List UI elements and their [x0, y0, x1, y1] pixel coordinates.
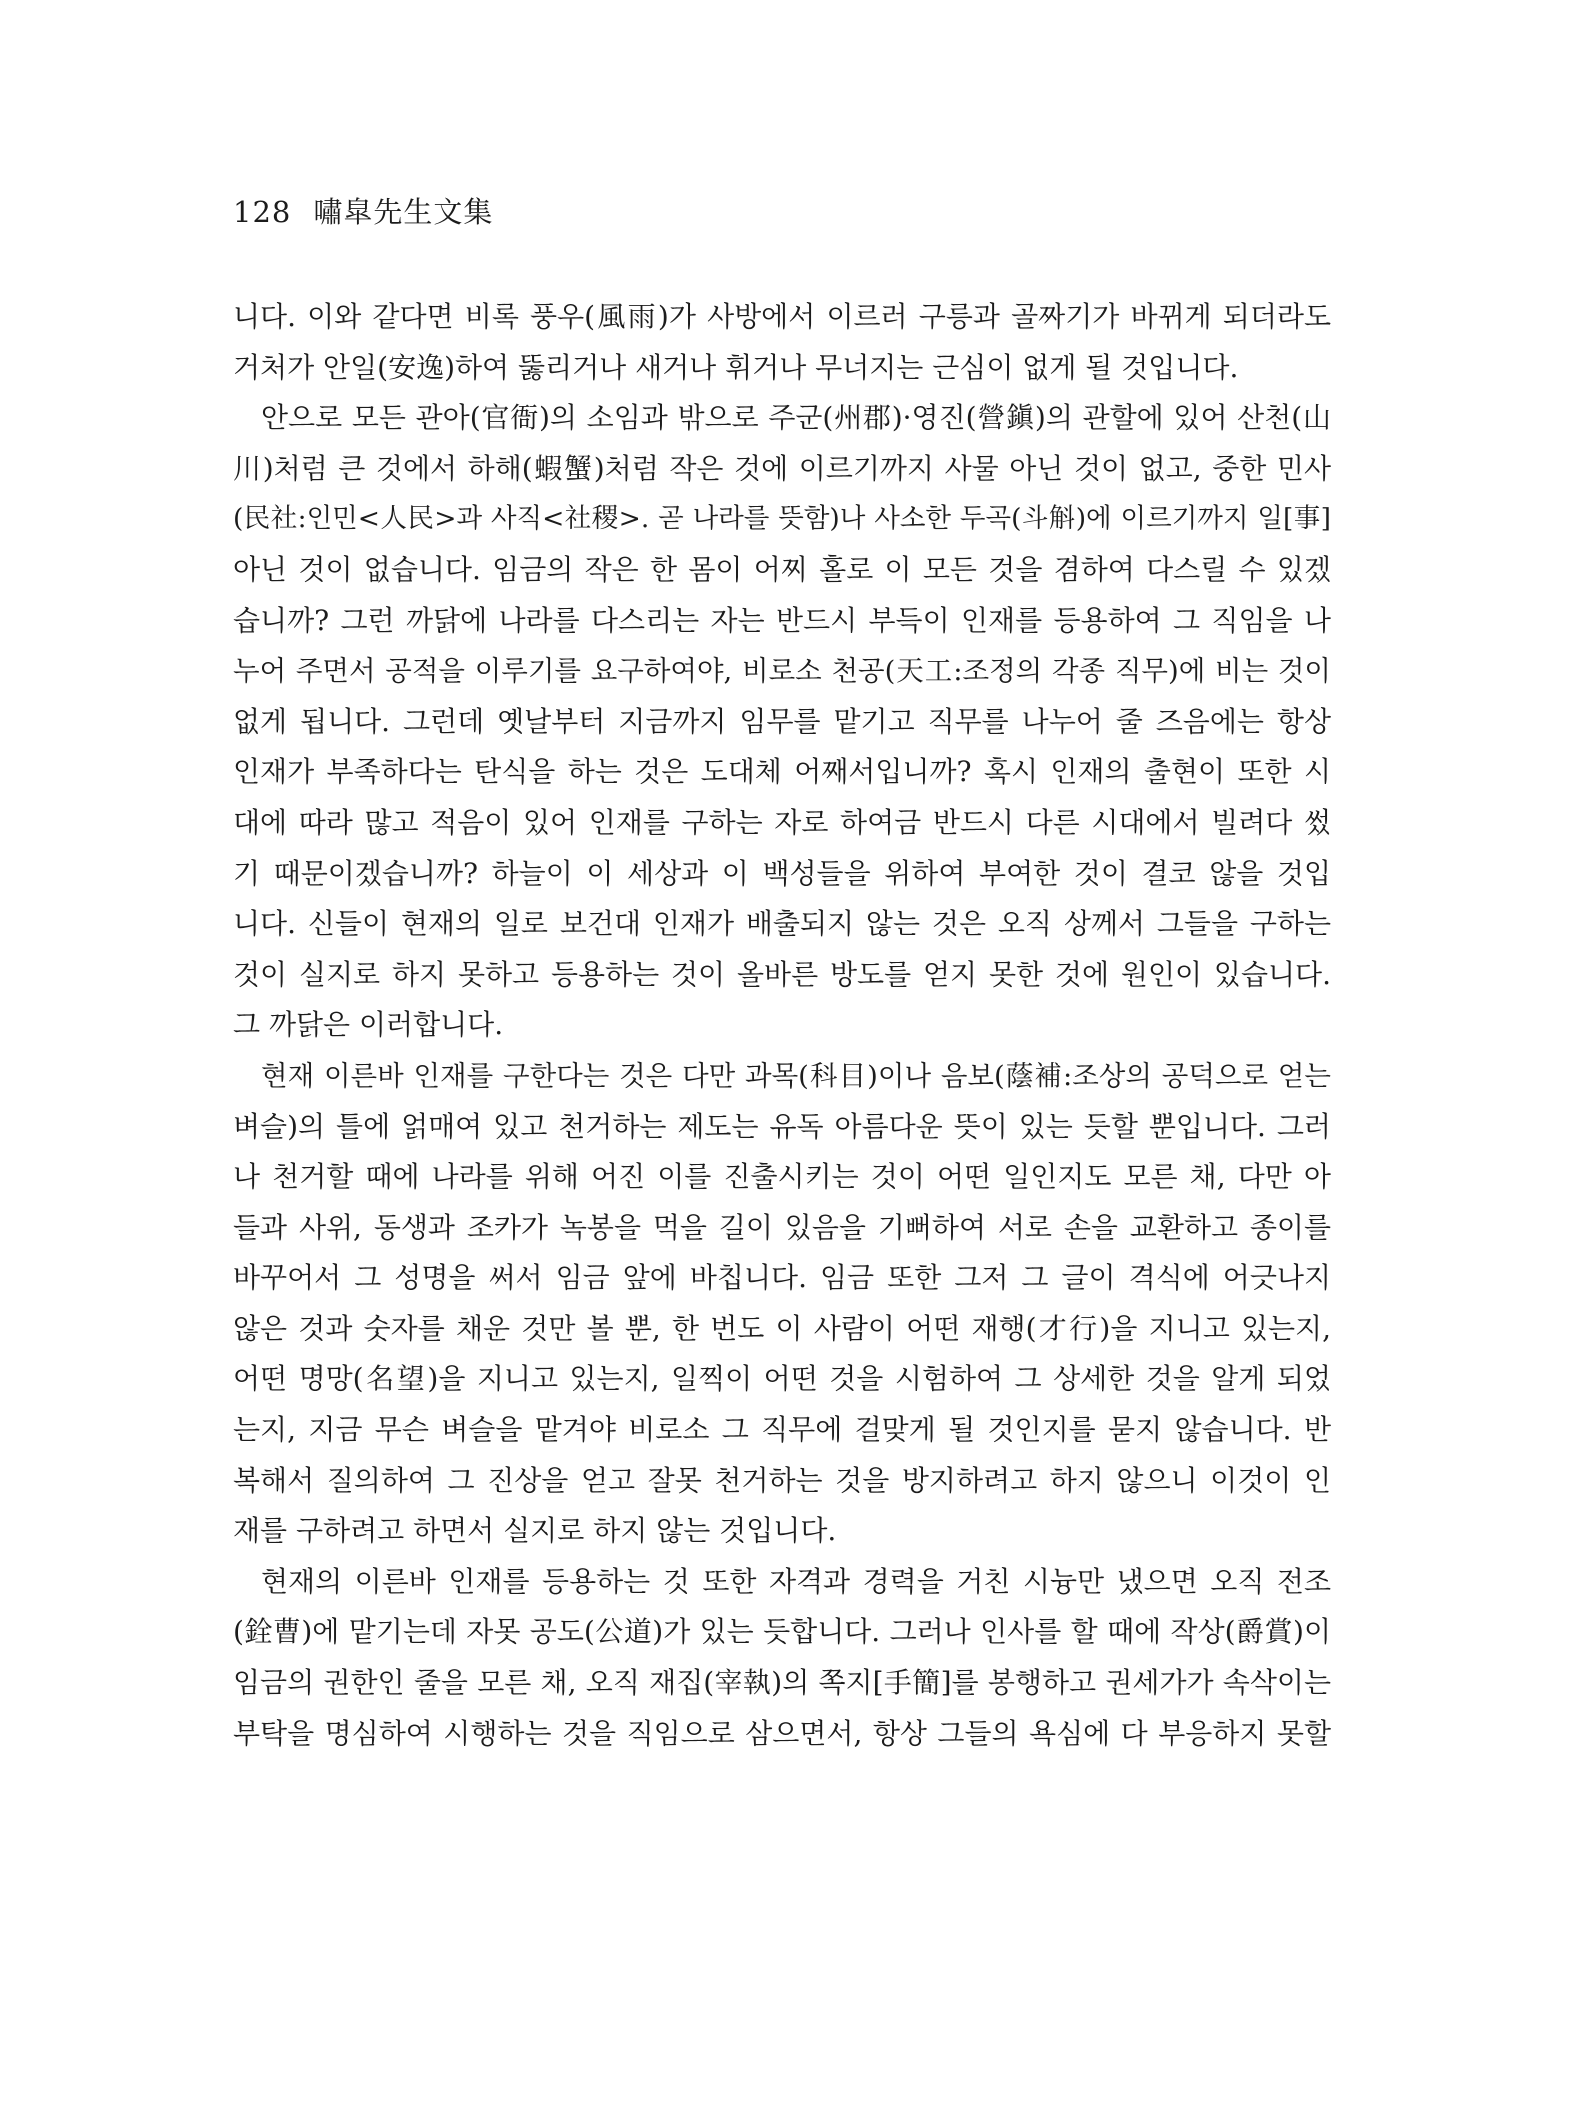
text-line: 습니까? 그런 까닭에 나라를 다스리는 자는 반드시 부득이 인재를 등용하여 그 직임을 나 — [233, 603, 1331, 637]
text-line: 현재의 이른바 인재를 등용하는 것 또한 자격과 경력을 거친 시늉만 냈으면 오직 전조 — [261, 1564, 1331, 1598]
text-line: 아닌 것이 없습니다. 임금의 작은 한 몸이 어찌 홀로 이 모든 것을 겸하여 다스릴 수 있겠 — [233, 552, 1331, 586]
text-line: 재를 구하려고 하면서 실지로 하지 않는 것입니다. — [233, 1514, 837, 1548]
running-head — [233, 190, 493, 231]
text-line: 없게 됩니다. 그런데 옛날부터 지금까지 임무를 맡기고 직무를 나누어 줄 즈음에는 항상 — [233, 704, 1331, 738]
text-line: 는지, 지금 무슨 벼슬을 맡겨야 비로소 그 직무에 걸맞게 될 것인지를 묻지 않습니다. 반 — [233, 1413, 1331, 1447]
text-line: 복해서 질의하여 그 진상을 얻고 잘못 천거하는 것을 방지하려고 하지 않으니 이것이 인 — [233, 1463, 1331, 1497]
text-line: 川)처럼 큰 것에서 하해(蝦蟹)처럼 작은 것에 이르기까지 사물 아닌 것이 없고, 중한 민사 — [233, 451, 1331, 485]
text-line: (銓曹)에 맡기는데 자못 공도(公道)가 있는 듯합니다. 그러나 인사를 할 때에 작상(爵賞)이 — [233, 1615, 1331, 1649]
text-line: (民社:인민<人民>과 사직<社稷>. 곧 나라를 뜻함)나 사소한 두곡(斗斛)에 이르기까지 일[事] — [233, 503, 1331, 535]
text-line: 니다. 이와 같다면 비록 풍우(風雨)가 사방에서 이르러 구릉과 골짜기가 바뀌게 되더라도 — [233, 300, 1331, 333]
text-line: 나 천거할 때에 나라를 위해 어진 이를 진출시키는 것이 어떤 일인지도 모른 채, 다만 아 — [233, 1160, 1331, 1194]
text-line: 현재 이른바 인재를 구한다는 것은 다만 과목(科目)이나 음보(蔭補:조상의 공덕으로 얻는 — [261, 1059, 1331, 1092]
text-line: 벼슬)의 틀에 얽매여 있고 천거하는 제도는 유독 아름다운 뜻이 있는 듯할 뿐입니다. 그러 — [233, 1109, 1331, 1143]
page-number: 128 — [233, 195, 292, 229]
text-line: 그 까닭은 이러합니다. — [233, 1008, 504, 1042]
text-line: 들과 사위, 동생과 조카가 녹봉을 먹을 길이 있음을 기뻐하여 서로 손을 교환하고 종이를 — [233, 1210, 1331, 1244]
body-text — [233, 292, 1331, 1759]
text-line: 부탁을 명심하여 시행하는 것을 직임으로 삼으면서, 항상 그들의 욕심에 다 부응하지 못할 — [233, 1716, 1331, 1750]
text-line: 것이 실지로 하지 못하고 등용하는 것이 올바른 방도를 얻지 못한 것에 원인이 있습니다. — [233, 957, 1331, 991]
text-line: 바꾸어서 그 성명을 써서 임금 앞에 바칩니다. 임금 또한 그저 그 글이 격식에 어긋나지 — [233, 1261, 1331, 1295]
text-line: 않은 것과 숫자를 채운 것만 볼 뿐, 한 번도 이 사람이 어떤 재행(才行)을 지니고 있는지, — [233, 1311, 1331, 1345]
text-line: 어떤 명망(名望)을 지니고 있는지, 일찍이 어떤 것을 시험하여 그 상세한 것을 알게 되었 — [233, 1362, 1331, 1396]
text-line: 대에 따라 많고 적음이 있어 인재를 구하는 자로 하여금 반드시 다른 시대에서 빌려다 썼 — [233, 805, 1331, 839]
text-line: 인재가 부족하다는 탄식을 하는 것은 도대체 어째서입니까? 혹시 인재의 출현이 또한 시 — [233, 755, 1331, 789]
text-line: 거처가 안일(安逸)하여 뚫리거나 새거나 휘거나 무너지는 근심이 없게 될 것입니다. — [233, 350, 1239, 384]
text-line: 기 때문이겠습니까? 하늘이 이 세상과 이 백성들을 위하여 부여한 것이 결코 않을 것입 — [233, 856, 1331, 890]
book-title: 嘯皐先生文集 — [313, 195, 494, 229]
text-line: 니다. 신들이 현재의 일로 보건대 인재가 배출되지 않는 것은 오직 상께서 그들을 구하는 — [233, 907, 1331, 941]
text-line: 안으로 모든 관아(官衙)의 소임과 밖으로 주군(州郡)·영진(營鎭)의 관할에 있어 산천(山 — [261, 401, 1331, 435]
text-line: 누어 주면서 공적을 이루기를 요구하여야, 비로소 천공(天工:조정의 각종 직무)에 비는 것이 — [233, 655, 1331, 688]
text-line: 임금의 권한인 줄을 모른 채, 오직 재집(宰執)의 쪽지[手簡]를 봉행하고 권세가가 속삭이는 — [233, 1666, 1331, 1700]
